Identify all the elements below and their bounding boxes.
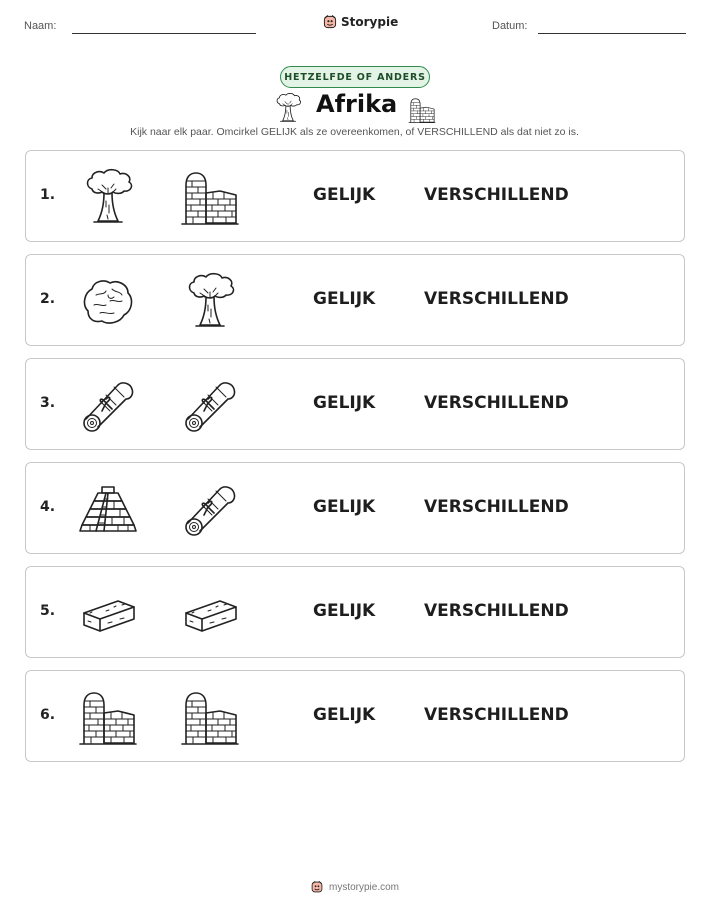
storypie-mascot-icon — [310, 880, 324, 894]
page-title: Afrika — [316, 90, 398, 118]
stone-ruins-icon — [180, 167, 240, 227]
question-number: 5. — [40, 603, 56, 619]
brick-icon — [78, 583, 138, 643]
date-input-line[interactable] — [538, 33, 686, 34]
question-row — [25, 462, 685, 554]
question-number: 2. — [40, 291, 56, 307]
option-different[interactable]: VERSCHILLEND — [424, 497, 569, 517]
question-row — [25, 566, 685, 658]
scroll-icon — [180, 375, 240, 435]
question-row — [25, 150, 685, 242]
title-row — [270, 90, 440, 122]
option-same[interactable]: GELIJK — [313, 497, 376, 517]
scroll-icon — [78, 375, 138, 435]
question-row — [25, 254, 685, 346]
baobab-icon — [78, 167, 138, 227]
baobab-icon — [270, 92, 306, 124]
footer-url[interactable]: mystorypie.com — [328, 881, 399, 893]
option-different[interactable]: VERSCHILLEND — [424, 705, 569, 725]
name-input-line[interactable] — [72, 33, 256, 34]
stone-ruins-icon — [78, 687, 138, 747]
name-label: Naam: — [24, 20, 57, 32]
question-number: 6. — [40, 707, 56, 723]
question-number: 1. — [40, 187, 56, 203]
option-same[interactable]: GELIJK — [313, 289, 376, 309]
stone-ruins-icon — [180, 687, 240, 747]
option-same[interactable]: GELIJK — [313, 393, 376, 413]
pyramid-icon — [78, 479, 138, 539]
question-number: 3. — [40, 395, 56, 411]
option-different[interactable]: VERSCHILLEND — [424, 289, 569, 309]
option-same[interactable]: GELIJK — [313, 185, 376, 205]
instructions: Kijk naar elk paar. Omcirkel GELIJK als ze overeenkomen, of VERSCHILLEND als dat niet zo is. — [130, 126, 579, 138]
option-different[interactable]: VERSCHILLEND — [424, 393, 569, 413]
option-same[interactable]: GELIJK — [313, 705, 376, 725]
stone-ruins-icon — [406, 96, 438, 124]
scroll-icon — [180, 479, 240, 539]
question-row — [25, 670, 685, 762]
baobab-icon — [180, 271, 240, 331]
footer — [0, 880, 709, 894]
rock-icon — [78, 271, 138, 331]
option-different[interactable]: VERSCHILLEND — [424, 601, 569, 621]
question-row — [25, 358, 685, 450]
brand-name: Storypie — [341, 15, 399, 29]
question-number: 4. — [40, 499, 56, 515]
activity-type-badge: HETZELFDE OF ANDERS — [280, 66, 430, 88]
brick-icon — [180, 583, 240, 643]
option-different[interactable]: VERSCHILLEND — [424, 185, 569, 205]
option-same[interactable]: GELIJK — [313, 601, 376, 621]
storypie-mascot-icon — [322, 14, 338, 30]
brand-logo — [322, 14, 398, 30]
date-label: Datum: — [492, 20, 528, 32]
